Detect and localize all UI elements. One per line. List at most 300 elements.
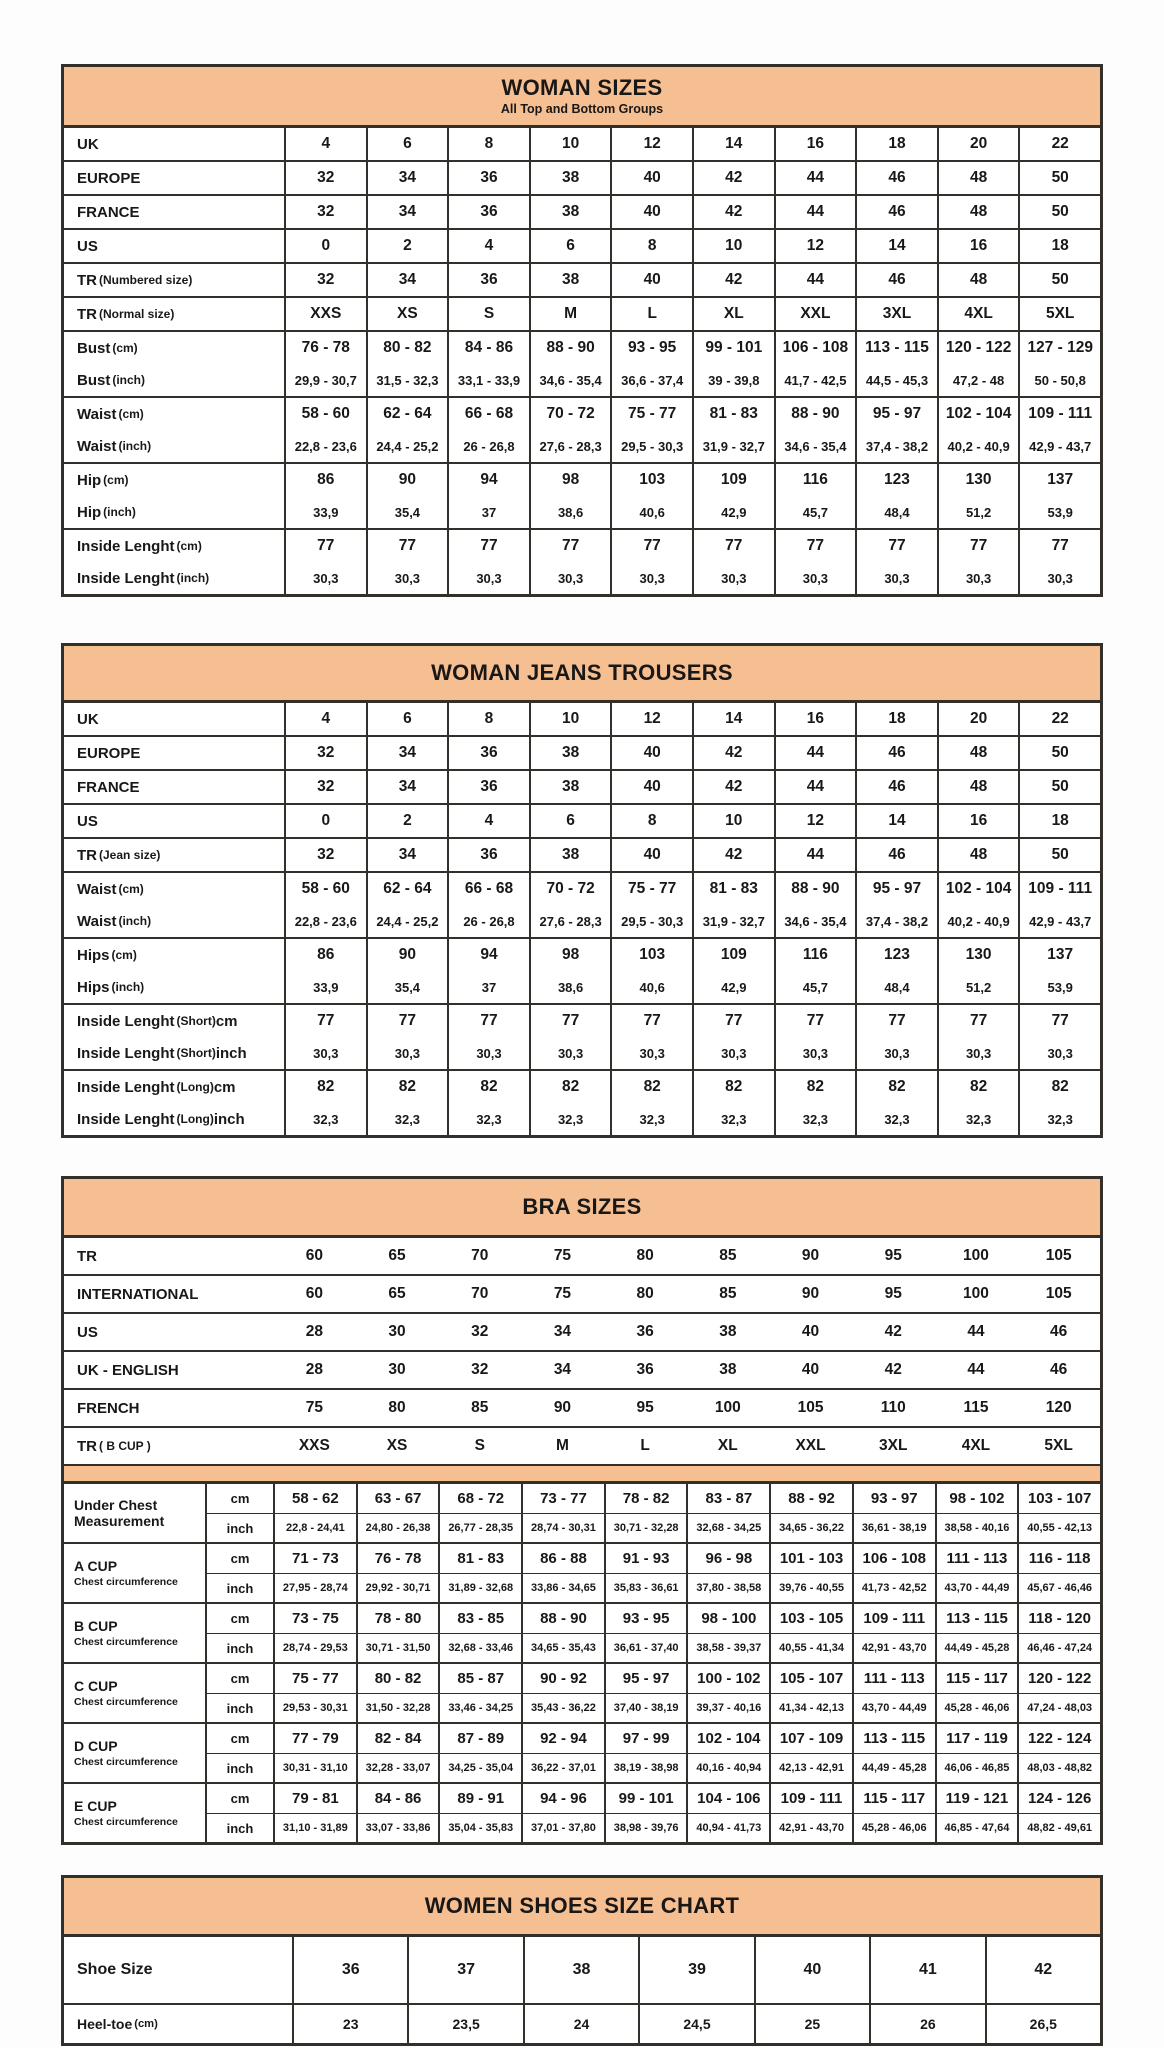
size-row bbox=[64, 1428, 1100, 1464]
row-label-text: (cm) bbox=[118, 882, 144, 896]
row-label bbox=[64, 1238, 273, 1274]
size-row bbox=[64, 430, 1100, 462]
size-cell: 45,7 bbox=[774, 971, 856, 1003]
size-cell: XXL bbox=[795, 1437, 826, 1454]
size-cell: M bbox=[529, 298, 611, 330]
cup-sublabel: Chest circumference bbox=[74, 1635, 178, 1648]
size-cell: 109 bbox=[692, 464, 774, 496]
size-row bbox=[64, 1005, 1100, 1037]
size-cell: 28,74 - 30,31 bbox=[521, 1513, 604, 1542]
size-cell: XXL bbox=[774, 298, 856, 330]
row-label bbox=[64, 1428, 273, 1464]
size-cell: 24 bbox=[523, 2005, 638, 2043]
size-cell: 76 - 78 bbox=[284, 332, 366, 364]
size-cell: 33,86 - 34,65 bbox=[521, 1573, 604, 1602]
size-cell: 38,6 bbox=[529, 971, 611, 1003]
size-cell: 115 bbox=[963, 1399, 989, 1416]
row-label-text: Hip bbox=[77, 503, 102, 521]
size-cell: 38 bbox=[529, 196, 611, 228]
size-cell: 105 bbox=[1045, 1285, 1072, 1302]
row-label-text: Hips bbox=[77, 978, 110, 996]
size-row bbox=[64, 196, 1100, 228]
size-cell: 118 - 120 bbox=[1017, 1604, 1100, 1633]
size-cell: 30,3 bbox=[855, 562, 937, 594]
size-cell: 28,74 - 29,53 bbox=[273, 1633, 356, 1662]
cup-label bbox=[64, 1724, 205, 1782]
unit-cell: cm bbox=[205, 1544, 273, 1573]
size-cell: 29,53 - 30,31 bbox=[273, 1693, 356, 1722]
size-cell: 77 bbox=[1018, 530, 1100, 562]
row-group bbox=[64, 703, 1100, 735]
size-cell: 24,4 - 25,2 bbox=[366, 430, 448, 462]
size-cell: 42,91 - 43,70 bbox=[769, 1813, 852, 1842]
row-group bbox=[64, 871, 1100, 937]
row-label-text: ( B CUP ) bbox=[99, 1439, 151, 1453]
row-label bbox=[64, 1390, 273, 1426]
size-cell: 8 bbox=[610, 805, 692, 837]
size-cell: 46 bbox=[855, 839, 937, 871]
size-cell: 26,77 - 28,35 bbox=[438, 1513, 521, 1542]
size-cell: 32,68 - 33,46 bbox=[438, 1633, 521, 1662]
row-group bbox=[64, 1937, 1100, 2003]
bra-sizes-table bbox=[61, 1176, 1103, 1845]
size-cell: 77 bbox=[610, 530, 692, 562]
size-cell: 36 bbox=[447, 737, 529, 769]
row-label-text: (inch) bbox=[176, 571, 210, 585]
size-cell: 86 bbox=[284, 464, 366, 496]
size-row bbox=[64, 1937, 1100, 2003]
size-row bbox=[64, 562, 1100, 594]
size-cell: L bbox=[640, 1437, 650, 1454]
size-cell: 16 bbox=[937, 805, 1019, 837]
size-cell: 6 bbox=[529, 805, 611, 837]
row-label bbox=[64, 1352, 273, 1388]
table-title: BRA SIZES bbox=[522, 1193, 642, 1219]
size-cell: 8 bbox=[447, 703, 529, 735]
unit-cell: cm bbox=[205, 1784, 273, 1813]
row-label bbox=[64, 771, 284, 803]
row-label-text: (Short) bbox=[176, 1046, 216, 1060]
size-cell: 22 bbox=[1018, 703, 1100, 735]
row-label-text: UK - ENGLISH bbox=[77, 1361, 179, 1379]
size-cell: 97 - 99 bbox=[604, 1724, 687, 1753]
size-cell: 123 bbox=[855, 464, 937, 496]
size-cell: 44 bbox=[774, 162, 856, 194]
row-label-text: (Long) bbox=[176, 1080, 214, 1094]
size-cell: 80 bbox=[636, 1247, 654, 1264]
size-cell: 32,3 bbox=[529, 1103, 611, 1135]
size-cell: XL bbox=[692, 298, 774, 330]
row-group bbox=[64, 2003, 1100, 2043]
size-cell: 100 bbox=[963, 1285, 989, 1302]
size-cell: 38 bbox=[529, 737, 611, 769]
size-cell: 45,28 - 46,06 bbox=[852, 1813, 935, 1842]
row-label-text: FRANCE bbox=[77, 203, 140, 221]
size-cell: 41,34 - 42,13 bbox=[769, 1693, 852, 1722]
cup-label bbox=[64, 1784, 205, 1842]
row-label bbox=[64, 1103, 284, 1135]
size-cell: 4 bbox=[447, 805, 529, 837]
size-cell: 30 bbox=[388, 1323, 406, 1340]
table-title: WOMAN SIZES bbox=[501, 74, 663, 100]
size-cell: 2 bbox=[366, 230, 448, 262]
size-cell: 37,01 - 37,80 bbox=[521, 1813, 604, 1842]
size-cell: 48 bbox=[937, 196, 1019, 228]
size-cell: 34 bbox=[366, 264, 448, 296]
size-cell: 98 - 102 bbox=[935, 1484, 1018, 1513]
cup-label bbox=[64, 1664, 205, 1722]
size-cell: 30,3 bbox=[284, 1037, 366, 1069]
unit-cell: cm bbox=[205, 1664, 273, 1693]
size-cell: 41 bbox=[869, 1937, 984, 2003]
size-cell: 103 bbox=[610, 939, 692, 971]
size-cell: 36 bbox=[636, 1323, 654, 1340]
size-cell: 46,85 - 47,64 bbox=[935, 1813, 1018, 1842]
size-cell: 90 bbox=[553, 1399, 572, 1416]
size-cell: 70 bbox=[471, 1285, 489, 1302]
size-cell: 38 bbox=[529, 771, 611, 803]
row-label bbox=[64, 562, 284, 594]
size-cell: 30,3 bbox=[774, 562, 856, 594]
size-cell: 4 bbox=[447, 230, 529, 262]
size-cell: 95 - 97 bbox=[855, 873, 937, 905]
size-cell: 16 bbox=[774, 128, 856, 160]
cup-label bbox=[64, 1604, 205, 1662]
size-cell: 78 - 82 bbox=[604, 1484, 687, 1513]
size-cell: 3XL bbox=[855, 298, 937, 330]
size-cell: 85 - 87 bbox=[438, 1664, 521, 1693]
size-cell: 77 bbox=[529, 530, 611, 562]
size-cell: 0 bbox=[284, 805, 366, 837]
size-cell: 90 bbox=[366, 939, 448, 971]
size-cell: 98 bbox=[529, 939, 611, 971]
unit-cell: cm bbox=[205, 1724, 273, 1753]
row-label-text: Bust bbox=[77, 371, 111, 389]
size-cell: 22,8 - 24,41 bbox=[273, 1513, 356, 1542]
size-cell: 42,9 bbox=[692, 496, 774, 528]
size-row bbox=[64, 332, 1100, 364]
size-cell: 42 bbox=[692, 264, 774, 296]
size-cell: 35,83 - 36,61 bbox=[604, 1573, 687, 1602]
size-cell: 38 bbox=[529, 264, 611, 296]
size-row bbox=[64, 1103, 1100, 1135]
size-cell: 40,2 - 40,9 bbox=[937, 905, 1019, 937]
size-cell: 79 - 81 bbox=[273, 1784, 356, 1813]
size-cell: 46,46 - 47,24 bbox=[1017, 1633, 1100, 1662]
size-row bbox=[64, 398, 1100, 430]
size-row bbox=[64, 873, 1100, 905]
size-cell: 29,92 - 30,71 bbox=[356, 1573, 439, 1602]
row-label bbox=[64, 703, 284, 735]
size-cell: 120 - 122 bbox=[1017, 1664, 1100, 1693]
cup-sublabel: Chest circumference bbox=[74, 1575, 178, 1588]
size-cell: 34 bbox=[366, 162, 448, 194]
size-cell: 47,24 - 48,03 bbox=[1017, 1693, 1100, 1722]
row-label bbox=[64, 464, 284, 496]
size-cell: 46 bbox=[855, 737, 937, 769]
row-label bbox=[64, 939, 284, 971]
row-label bbox=[64, 364, 284, 396]
size-cell: 32,3 bbox=[610, 1103, 692, 1135]
size-cell: 130 bbox=[937, 939, 1019, 971]
size-cell: 34 bbox=[366, 771, 448, 803]
size-cell: 34,6 - 35,4 bbox=[774, 430, 856, 462]
size-row bbox=[64, 1071, 1100, 1103]
row-label bbox=[64, 196, 284, 228]
size-cell: 34 bbox=[366, 737, 448, 769]
size-cell: 77 bbox=[284, 530, 366, 562]
size-cell: 116 - 118 bbox=[1017, 1544, 1100, 1573]
size-cell: 32 bbox=[471, 1361, 489, 1378]
size-cell: 14 bbox=[855, 230, 937, 262]
bra-separator-band bbox=[64, 1464, 1100, 1481]
size-row bbox=[64, 162, 1100, 194]
size-cell: 46 bbox=[855, 771, 937, 803]
table-header bbox=[64, 1878, 1100, 1937]
size-cell: 84 - 86 bbox=[447, 332, 529, 364]
row-label bbox=[64, 398, 284, 430]
size-cell: 6 bbox=[529, 230, 611, 262]
size-cell: 23 bbox=[292, 2005, 407, 2043]
size-cell: 32 bbox=[284, 771, 366, 803]
cup-name: D CUP bbox=[74, 1738, 118, 1755]
size-cell: 65 bbox=[388, 1285, 406, 1302]
size-cell: 34 bbox=[553, 1323, 572, 1340]
size-cell: 75 - 77 bbox=[610, 398, 692, 430]
size-row bbox=[64, 230, 1100, 262]
row-group bbox=[64, 937, 1100, 1003]
row-label-text: Waist bbox=[77, 912, 117, 930]
size-cell: 45,67 - 46,46 bbox=[1017, 1573, 1100, 1602]
size-cell: 31,50 - 32,28 bbox=[356, 1693, 439, 1722]
row-label bbox=[64, 230, 284, 262]
size-cell: 66 - 68 bbox=[447, 873, 529, 905]
size-cell: 82 bbox=[774, 1071, 856, 1103]
size-cell: 73 - 75 bbox=[273, 1604, 356, 1633]
size-cell: 40 bbox=[801, 1323, 820, 1340]
size-cell: 120 - 122 bbox=[937, 332, 1019, 364]
row-label-text: TR bbox=[77, 846, 97, 864]
unit-cell: cm bbox=[205, 1484, 273, 1513]
row-label bbox=[64, 873, 284, 905]
size-cell: 12 bbox=[610, 128, 692, 160]
size-cell: 63 - 67 bbox=[356, 1484, 439, 1513]
size-cell: 113 - 115 bbox=[855, 332, 937, 364]
row-label-text: UK bbox=[77, 710, 99, 728]
size-cell: 10 bbox=[692, 805, 774, 837]
size-cell: 30,3 bbox=[366, 562, 448, 594]
size-cell: 12 bbox=[774, 805, 856, 837]
size-cell: 41,7 - 42,5 bbox=[774, 364, 856, 396]
size-cell: 12 bbox=[774, 230, 856, 262]
size-cell: 77 bbox=[855, 1005, 937, 1037]
cup-group bbox=[64, 1782, 1100, 1842]
size-cell: 124 - 126 bbox=[1017, 1784, 1100, 1813]
size-cell: 26 - 26,8 bbox=[447, 430, 529, 462]
size-cell: 76 - 78 bbox=[356, 1544, 439, 1573]
row-label-text: Hip bbox=[77, 471, 102, 489]
size-cell: 42,9 bbox=[692, 971, 774, 1003]
row-label-text: US bbox=[77, 237, 98, 255]
row-label-text: (cm) bbox=[134, 2018, 158, 2030]
size-cell: 12 bbox=[610, 703, 692, 735]
size-cell: 83 - 87 bbox=[686, 1484, 769, 1513]
size-cell: 123 bbox=[855, 939, 937, 971]
size-cell: 44 bbox=[967, 1323, 985, 1340]
row-label-text: Bust bbox=[77, 339, 111, 357]
size-cell: 34,6 - 35,4 bbox=[529, 364, 611, 396]
size-cell: 36 bbox=[447, 162, 529, 194]
size-cell: 30 bbox=[388, 1361, 406, 1378]
size-cell: 99 - 101 bbox=[604, 1784, 687, 1813]
size-cell: 42 bbox=[985, 1937, 1100, 2003]
size-cell: 33,9 bbox=[284, 496, 366, 528]
size-cell: 82 bbox=[529, 1071, 611, 1103]
row-group bbox=[64, 262, 1100, 296]
row-label-text: TR bbox=[77, 1437, 97, 1455]
size-cell: 35,4 bbox=[366, 971, 448, 1003]
size-cell: 43,70 - 44,49 bbox=[852, 1693, 935, 1722]
size-cell: 44,49 - 45,28 bbox=[852, 1753, 935, 1782]
size-row bbox=[64, 839, 1100, 871]
size-cell: 71 - 73 bbox=[273, 1544, 356, 1573]
size-cell: 38,58 - 40,16 bbox=[935, 1513, 1018, 1542]
size-cell: 32,3 bbox=[447, 1103, 529, 1135]
row-group bbox=[64, 528, 1100, 594]
size-cell: 31,9 - 32,7 bbox=[692, 430, 774, 462]
row-label-text: inch bbox=[213, 1110, 245, 1128]
size-cell: 45,7 bbox=[774, 496, 856, 528]
size-cell: 75 bbox=[305, 1399, 323, 1416]
row-label bbox=[64, 1037, 284, 1069]
size-cell: 34 bbox=[366, 196, 448, 228]
unit-cell: inch bbox=[205, 1753, 273, 1782]
size-cell: 102 - 104 bbox=[686, 1724, 769, 1753]
size-cell: 40,55 - 41,34 bbox=[769, 1633, 852, 1662]
size-cell: 82 bbox=[447, 1071, 529, 1103]
size-cell: 38 bbox=[523, 1937, 638, 2003]
size-cell: S bbox=[474, 1437, 485, 1454]
size-cell: 26 - 26,8 bbox=[447, 905, 529, 937]
row-label-text: (inch) bbox=[112, 373, 146, 387]
size-cell: 45,28 - 46,06 bbox=[935, 1693, 1018, 1722]
unit-cell: inch bbox=[205, 1573, 273, 1602]
size-cell: 70 - 72 bbox=[529, 398, 611, 430]
size-row bbox=[64, 1390, 1100, 1426]
size-cell: 30,31 - 31,10 bbox=[273, 1753, 356, 1782]
table-subtitle: All Top and Bottom Groups bbox=[500, 102, 664, 117]
cup-name: Under Chest Measurement bbox=[74, 1496, 165, 1529]
size-cell: 6 bbox=[366, 128, 448, 160]
size-cell: 30,3 bbox=[937, 562, 1019, 594]
row-label-text: Hips bbox=[77, 946, 110, 964]
size-cell: 35,43 - 36,22 bbox=[521, 1693, 604, 1722]
size-cell: 40 bbox=[610, 264, 692, 296]
size-cell: 32 bbox=[284, 737, 366, 769]
cup-group bbox=[64, 1542, 1100, 1602]
size-cell: 42,13 - 42,91 bbox=[769, 1753, 852, 1782]
size-cell: 22,8 - 23,6 bbox=[284, 905, 366, 937]
size-cell: 32 bbox=[284, 839, 366, 871]
size-cell: 31,5 - 32,3 bbox=[366, 364, 448, 396]
size-cell: 88 - 90 bbox=[529, 332, 611, 364]
size-cell: 20 bbox=[937, 703, 1019, 735]
size-cell: 90 - 92 bbox=[521, 1664, 604, 1693]
size-cell: 32,3 bbox=[855, 1103, 937, 1135]
size-cell: 122 - 124 bbox=[1017, 1724, 1100, 1753]
row-label bbox=[64, 1937, 292, 2003]
size-cell: 22 bbox=[1018, 128, 1100, 160]
size-cell: 38,58 - 39,37 bbox=[686, 1633, 769, 1662]
size-cell: 95 bbox=[884, 1247, 902, 1264]
size-cell: 100 bbox=[963, 1247, 989, 1264]
row-group bbox=[64, 1274, 1100, 1312]
row-label bbox=[64, 496, 284, 528]
size-cell: 77 bbox=[692, 530, 774, 562]
size-cell: 130 bbox=[937, 464, 1019, 496]
size-cell: 48 bbox=[937, 839, 1019, 871]
size-cell: 34 bbox=[553, 1361, 572, 1378]
size-cell: 37 bbox=[407, 1937, 522, 2003]
size-cell: 68 - 72 bbox=[438, 1484, 521, 1513]
unit-cell: inch bbox=[205, 1813, 273, 1842]
size-cell: 10 bbox=[692, 230, 774, 262]
size-cell: 77 bbox=[937, 1005, 1019, 1037]
size-cell: XS bbox=[386, 1437, 408, 1454]
size-cell: 32,3 bbox=[284, 1103, 366, 1135]
row-label bbox=[64, 162, 284, 194]
size-cell: 48 bbox=[937, 737, 1019, 769]
size-cell: 46 bbox=[855, 162, 937, 194]
row-label-text: (cm) bbox=[118, 407, 144, 421]
row-group bbox=[64, 1069, 1100, 1135]
row-label-text: (cm) bbox=[103, 473, 129, 487]
size-cell: 58 - 62 bbox=[273, 1484, 356, 1513]
size-cell: 38,6 bbox=[529, 496, 611, 528]
size-cell: 30,3 bbox=[1018, 1037, 1100, 1069]
size-cell: 95 - 97 bbox=[855, 398, 937, 430]
size-cell: 30,3 bbox=[692, 1037, 774, 1069]
size-cell: 48 bbox=[937, 162, 1019, 194]
size-cell: 50 - 50,8 bbox=[1018, 364, 1100, 396]
table-title: WOMAN JEANS TROUSERS bbox=[431, 659, 733, 685]
size-cell: 50 bbox=[1018, 839, 1100, 871]
size-cell: 87 - 89 bbox=[438, 1724, 521, 1753]
size-row bbox=[64, 496, 1100, 528]
row-label-text: Heel-toe bbox=[77, 2016, 133, 2032]
size-cell: 77 bbox=[937, 530, 1019, 562]
size-cell: 36 bbox=[447, 264, 529, 296]
row-group bbox=[64, 194, 1100, 228]
row-label-text: US bbox=[77, 1323, 98, 1341]
cup-group bbox=[64, 1662, 1100, 1722]
size-cell: 48,03 - 48,82 bbox=[1017, 1753, 1100, 1782]
size-cell: 33,9 bbox=[284, 971, 366, 1003]
size-cell: 85 bbox=[471, 1399, 489, 1416]
size-cell: 82 - 84 bbox=[356, 1724, 439, 1753]
size-cell: 37,4 - 38,2 bbox=[855, 430, 937, 462]
row-group bbox=[64, 160, 1100, 194]
row-group bbox=[64, 296, 1100, 330]
size-cell: 46,06 - 46,85 bbox=[935, 1753, 1018, 1782]
size-row bbox=[64, 1238, 1100, 1274]
row-group bbox=[64, 1312, 1100, 1350]
size-cell: 115 - 117 bbox=[935, 1664, 1018, 1693]
size-cell: 39 bbox=[638, 1937, 753, 2003]
size-cell: 77 bbox=[610, 1005, 692, 1037]
size-cell: 40 bbox=[610, 771, 692, 803]
row-label-text: Inside Lenght bbox=[77, 537, 175, 555]
